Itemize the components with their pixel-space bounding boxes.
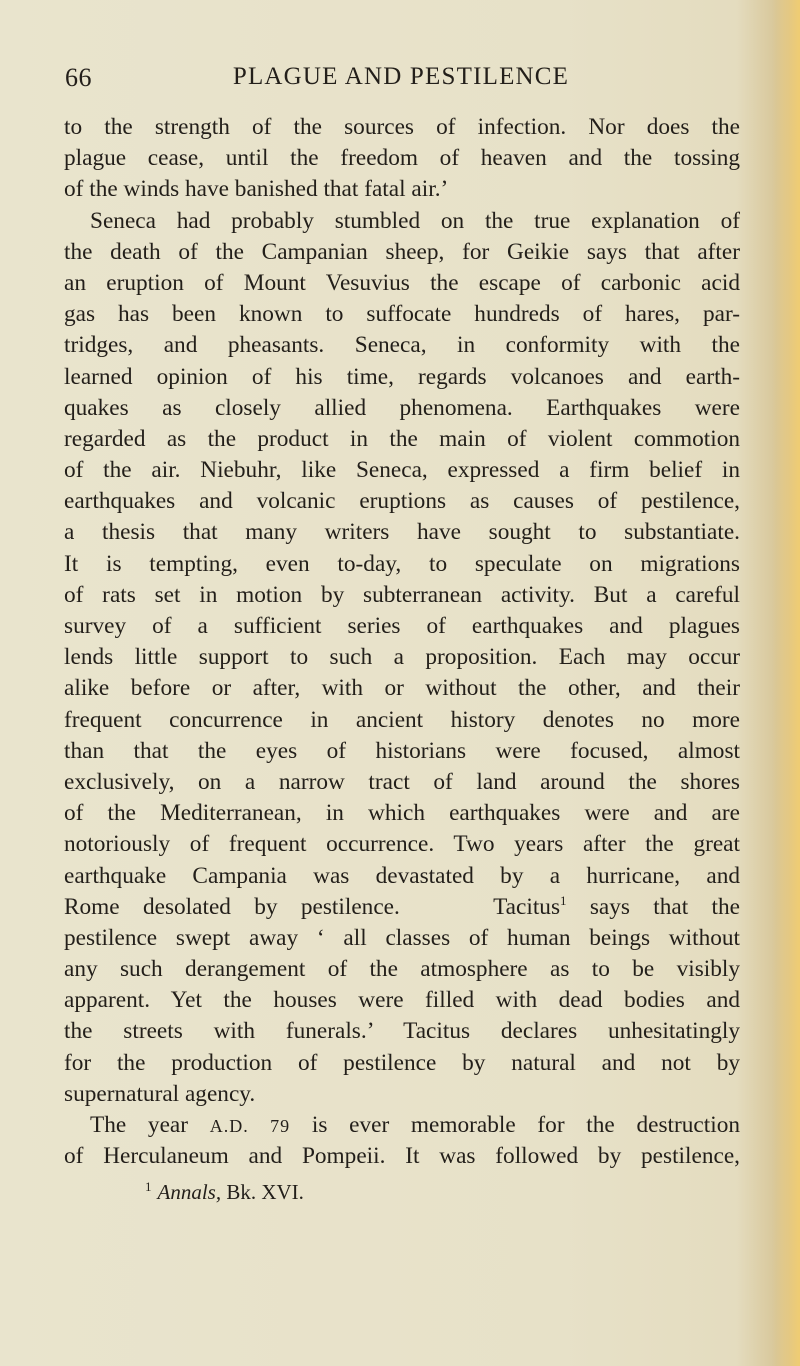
- text-line: earthquake Campania was devastated by a hurricane, and: [64, 862, 740, 889]
- text-line: earthquakes and volcanic eruptions as causes of pestilence,: [64, 488, 740, 515]
- text-line: a thesis that many writers have sought to substantiate.: [64, 519, 740, 546]
- text-line: Seneca had probably stumbled on the true explanation of: [90, 207, 740, 234]
- text-fragment: says that the: [589, 893, 740, 920]
- text-line: of the winds have banished that fatal air.’: [64, 176, 449, 203]
- page-edge-shading: [772, 0, 800, 1366]
- text-line: of Herculaneum and Pompeii. It was followed by pestilence,: [64, 1143, 740, 1170]
- text-line: gas has been known to suffocate hundreds of hares, par-: [64, 301, 740, 328]
- footnote: [145, 1179, 304, 1205]
- text-line: quakes as closely allied phenomena. Earthquakes were: [64, 394, 740, 421]
- text-line: the death of the Campanian sheep, for Geikie says that after: [64, 238, 740, 265]
- text-line: notoriously of frequent occurrence. Two years after the great: [64, 831, 740, 858]
- text-line: supernatural agency.: [64, 1080, 256, 1107]
- text-fragment: Tacitus: [493, 893, 561, 920]
- text-line: the streets with funerals.’ Tacitus declares unhesitatingly: [64, 1018, 740, 1045]
- text-line: to the strength of the sources of infection. Nor does the: [64, 114, 740, 140]
- text-fragment: Rome desolated by pestilence.: [64, 893, 400, 920]
- body-text: [64, 112, 740, 1172]
- text-line: plague cease, until the freedom of heaven and the tossing: [64, 145, 740, 172]
- text-line: It is tempting, even to-day, to speculate on migrations: [64, 550, 740, 577]
- text-line: of the Mediterranean, in which earthquakes were and are: [64, 800, 740, 827]
- text-line: of the air. Niebuhr, like Seneca, expressed a firm belief in: [64, 457, 740, 484]
- footnote-reference: 1: [560, 892, 567, 908]
- text-line: regarded as the product in the main of violent commotion: [64, 425, 740, 452]
- text-line: alike before or after, with or without the other, and their: [64, 675, 740, 702]
- running-title: PLAGUE AND PESTILENCE: [232, 63, 570, 90]
- text-line: an eruption of Mount Vesuvius the escape of carbonic acid: [64, 269, 740, 296]
- footnote-text: Bk. XVI.: [226, 1180, 304, 1204]
- text-line: exclusively, on a narrow tract of land around the shores: [64, 768, 740, 795]
- text-line: any such derangement of the atmosphere as to be visibly: [64, 956, 740, 983]
- text-line: lends little support to such a proposition. Each may occur: [64, 644, 740, 671]
- page-header: [62, 63, 740, 99]
- text-line: of rats set in motion by subterranean activity. But a careful: [64, 581, 740, 608]
- text-line: learned opinion of his time, regards volcanoes and earth-: [64, 363, 740, 390]
- text-line: apparent. Yet the houses were filled with dead bodies and: [64, 987, 740, 1014]
- text-line-with-footnote: [64, 892, 740, 923]
- text-line: pestilence swept away ‘ all classes of human beings without: [64, 924, 740, 951]
- year-ad: A.D. 79: [209, 1116, 291, 1136]
- text-line: frequent concurrence in ancient history denotes no more: [64, 706, 740, 733]
- text-line: for the production of pestilence by natural and not by: [64, 1049, 740, 1076]
- text-line: than that the eyes of historians were focused, almost: [64, 737, 740, 764]
- page-number: 66: [65, 63, 92, 92]
- text-line: survey of a sufficient series of earthquakes and plagues: [64, 613, 740, 639]
- text-fragment: is ever memorable for the destruction: [311, 1112, 740, 1138]
- text-line-with-date: [64, 1110, 740, 1141]
- footnote-title: Annals,: [157, 1180, 222, 1204]
- text-fragment: The year: [90, 1112, 189, 1138]
- text-line: tridges, and pheasants. Seneca, in conformity with the: [64, 332, 740, 359]
- footnote-mark: 1: [145, 1179, 152, 1194]
